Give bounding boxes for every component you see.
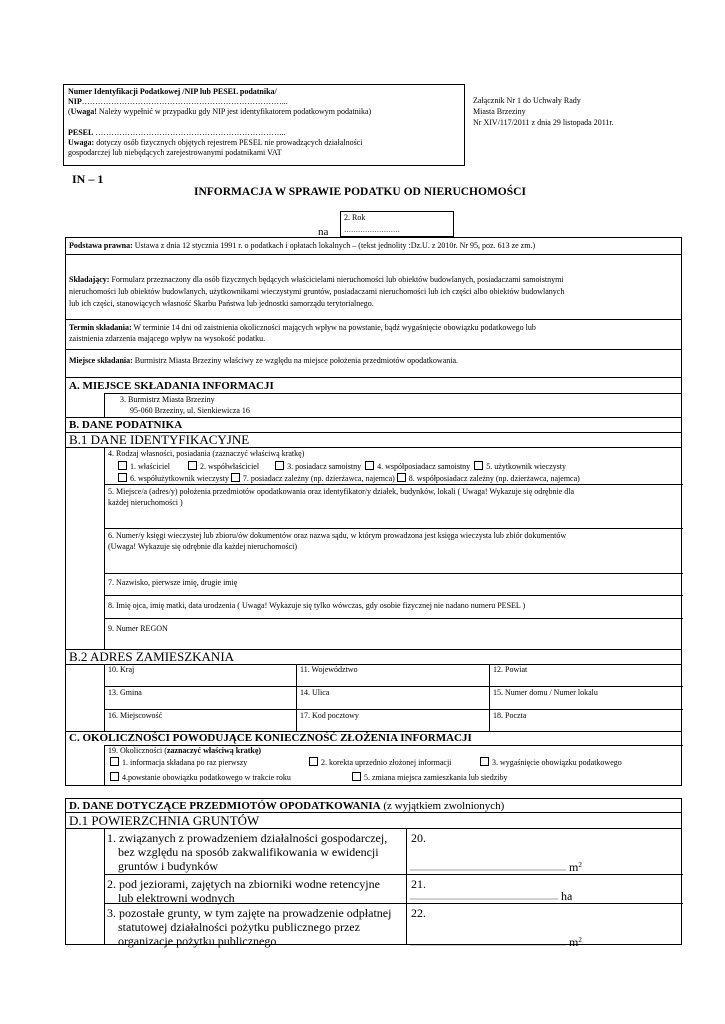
section-b2 — [65, 649, 682, 665]
land-area-input[interactable] — [410, 934, 582, 950]
option-owner[interactable]: 1. właściciel — [118, 462, 170, 471]
locality-field[interactable]: 16. Miejscowość — [108, 711, 163, 720]
pesel-note-2: gospodarczej lub niebędących zarejestrowanymi podatnikami VAT — [68, 148, 282, 157]
field-4-label: 4. Rodzaj własności, posiadania (zaznaczyć właściwą kratkę) — [108, 449, 305, 458]
checkbox[interactable] — [231, 473, 240, 482]
voivodeship-field[interactable]: 11. Województwo — [300, 665, 358, 674]
section-a — [65, 378, 682, 418]
house-number-field[interactable]: 15. Numer domu / Numer lokalu — [493, 688, 598, 697]
checkbox[interactable] — [275, 461, 284, 470]
address-grid — [65, 664, 682, 732]
commune-field[interactable]: 13. Gmina — [108, 688, 142, 697]
option-co-possessor[interactable]: 4. współposiadacz samoistny — [365, 462, 470, 471]
land-row-line-3: organizacje pożytku publicznego — [118, 934, 277, 948]
land-row-number: 22. — [411, 906, 426, 920]
area-dots[interactable]: .............................................................................. — [410, 938, 566, 948]
nip-note: (Uwaga! Należy wypełnić w przypadku gdy NIP jest identyfikatorem podatkowym podatnika) — [68, 107, 372, 116]
annex-line-2: Miasta Brzeziny — [473, 107, 526, 116]
section-c-title: C. OKOLICZNOŚCI POWODUJĄCE KONIECZNOŚĆ ZŁOŻENIA INFORMACJI — [69, 732, 472, 744]
county-field[interactable]: 12. Powiat — [493, 665, 528, 674]
street-field[interactable]: 14. Ulica — [300, 688, 330, 697]
option-perpetual-user[interactable]: 5. użytkownik wieczysty — [474, 462, 566, 471]
land-area-input[interactable] — [410, 859, 582, 875]
land-area-input[interactable] — [410, 888, 572, 904]
field-6-label: 6. Numer/y księgi wieczystej lub zbioru/ów dokumentów oraz nazwa sądu, w którym prowadzona jest księga wieczysta lub zbiór dokumentów — [108, 531, 567, 540]
taxpayer-id-box — [63, 84, 465, 166]
field-5-label-2[interactable]: każdej nieruchomości ) — [108, 498, 183, 507]
year-box[interactable] — [340, 211, 454, 237]
area-unit: m — [569, 859, 579, 874]
postal-code-field[interactable]: 17. Kod pocztowy — [300, 711, 359, 720]
option-co-perpetual-user[interactable]: 6. współużytkownik wieczysty — [118, 474, 229, 483]
checkbox[interactable] — [118, 473, 127, 482]
option-dependent-co-possessor[interactable]: 8. współposiadacz zależny (np. dzierżawca, najemca) — [397, 474, 580, 483]
field-5-label: 5. Miejsce/a (adres/y) położenia przedmiotów opodatkowania oraz identyfikator/y działek, budynków, lokali ( Uwaga! Wykazuje się odrębnie dla — [108, 487, 575, 496]
section-b1-title: B.1 DANE IDENTYFIKACYJNE — [69, 432, 250, 447]
page-title: INFORMACJA W SPRAWIE PODATKU OD NIERUCHOMOŚCI — [194, 186, 526, 198]
authority-name: 3. Burmistrz Miasta Brzeziny — [120, 395, 215, 404]
area-unit-exponent: 2 — [578, 861, 582, 869]
land-row-number: 20. — [411, 831, 426, 845]
area-unit: m — [569, 934, 579, 949]
annex-line-3: Nr XIV/117/2011 z dnia 29 listopada 2011r. — [473, 118, 614, 127]
checkbox[interactable] — [110, 757, 119, 766]
field-6-label-2[interactable]: (Uwaga! Wykazuje się odrębnie dla każdej nieruchomości) — [108, 542, 298, 551]
checkbox[interactable] — [309, 757, 318, 766]
section-c — [65, 731, 682, 786]
checkbox[interactable] — [365, 461, 374, 470]
land-row-line-3: gruntów i budynków — [118, 859, 218, 873]
checkbox[interactable] — [118, 461, 127, 470]
section-d-title: D. DANE DOTYCZĄCE PRZEDMIOTÓW OPODATKOWANIA (z wyjątkiem zwolnionych) — [69, 800, 505, 812]
section-b1 — [65, 432, 682, 448]
section-a-title: A. MIEJSCE SKŁADANIA INFORMACJI — [69, 380, 274, 392]
land-row-line-1: 2. pod jeziorami, zajętych na zbiorniki wodne retencyjne — [107, 877, 380, 891]
field-8-parents-birth[interactable]: 8. Imię ojca, imię matki, data urodzenia ( Uwaga! Wykazuje się tylko wówczas, gdy osobie fizycznej nie nadano numeru PESEL ) — [108, 601, 526, 610]
land-row-line-1: 3. pozostałe grunty, w tym zajęte na prowadzenie odpłatnej — [107, 906, 392, 920]
id-heading: Numer Identyfikacji Podatkowej /NIP lub PESEL podatnika/ — [68, 87, 277, 96]
section-b-title: B. DANE PODATNIKA — [69, 419, 183, 431]
checkbox[interactable] — [474, 461, 483, 470]
option-dependent-possessor[interactable]: 7. posiadacz zależny (np. dzierżawca, najemca) — [231, 474, 395, 483]
field-9-regon[interactable]: 9. Numer REGON — [108, 624, 168, 633]
b1-fields — [65, 447, 682, 650]
area-dots[interactable]: .............................................................................. — [410, 863, 566, 873]
place-info: Miejsce składania: Burmistrz Miasta Brzeziny właściwy ze względu na miejsce położenia przedmiotów opodatkowania. — [65, 350, 682, 378]
field-19-label: 19. Okoliczności (zaznaczyć właściwą kratkę) — [108, 746, 262, 755]
checkbox[interactable] — [188, 461, 197, 470]
legal-basis: Podstawa prawna: Ustawa z dnia 12 stycznia 1991 r. o podatkach i opłatach lokalnych – (tekst jednolity :Dz.U. z 2010r. Nr 95, poz. 613 ze zm.) — [65, 237, 682, 255]
checkbox[interactable] — [397, 473, 406, 482]
area-unit: ha — [561, 888, 573, 903]
circumstance-expiry[interactable]: 3. wygaśnięcie obowiązku podatkowego — [480, 757, 622, 768]
section-d1 — [65, 812, 682, 829]
area-unit-exponent: 2 — [578, 936, 582, 944]
pesel-note: Uwaga: dotyczy osób fizycznych objętych rejestrem PESEL nie prowadzących działalności — [68, 138, 363, 147]
ownership-options-row1 — [118, 461, 566, 472]
post-office-field[interactable]: 18. Poczta — [493, 711, 527, 720]
area-dots[interactable]: .......................................................................... — [410, 892, 558, 902]
checkbox[interactable] — [110, 772, 119, 781]
circumstance-arising[interactable]: 4.powstanie obowiązku podatkowego w trakcie roku — [110, 772, 291, 783]
option-co-owner[interactable]: 2. współwłaściciel — [188, 462, 259, 471]
ownership-options-row2 — [118, 473, 580, 484]
pesel-field[interactable]: PESEL ……………………………………………………………... — [68, 128, 286, 137]
section-d1-title: D.1 POWIERZCHNIA GRUNTÓW — [69, 813, 260, 828]
field-7-name[interactable]: 7. Nazwisko, pierwsze imię, drugie imię — [108, 578, 238, 587]
annex-line-1: Załącznik Nr 1 do Uchwały Rady — [473, 96, 581, 105]
land-row-line-2: statutowej działalności pożytku publicznego przez — [118, 920, 360, 934]
section-b — [65, 418, 682, 433]
submitter-info: Składający: Formularz przeznaczony dla osób fizycznych będących właścicielami nieruchomości lub obiektów budowlanych, posiadaczami samoistnymi nieruchomości lub obiektów budowlanych, użytkownikami wieczystymi gruntów, posiadaczami nieruchomości lub ich części albo obiektów budowlanych lub ich części, stanowiących własność Skarbu Państwa lub jednostki samorządu terytorialnego. — [65, 254, 682, 320]
na-label: na — [318, 226, 329, 238]
year-input[interactable]: …………………… — [344, 226, 400, 234]
circumstance-correction[interactable]: 2. korekta uprzednio złożonej informacji — [309, 757, 451, 768]
section-b2-title: B.2 ADRES ZAMIESZKANIA — [69, 649, 235, 664]
form-code: IN – 1 — [72, 172, 104, 186]
country-field[interactable]: 10. Kraj — [108, 665, 135, 674]
nip-field[interactable]: NIP…………………………………………………………………... — [68, 97, 288, 106]
option-possessor[interactable]: 3. posiadacz samoistny — [275, 462, 361, 471]
deadline-info: Termin składania: W terminie 14 dni od zaistnienia okoliczności mających wpływ na powstanie, bądź wygaśnięcie obowiązku podatkowego lub zaistnienia zdarzenia mającego wpływ na wysokość podatku. — [65, 320, 682, 350]
checkbox[interactable] — [480, 757, 489, 766]
section-d — [65, 798, 682, 813]
land-row-line-2: lub elektrowni wodnych — [118, 891, 235, 905]
land-row-line-1: 1. związanych z prowadzeniem działalności gospodarczej, — [107, 831, 388, 845]
circumstance-first-filing[interactable]: 1. informacja składana po raz pierwszy — [110, 757, 247, 768]
circumstance-address-change[interactable]: 5. zmiana miejsca zamieszkania lub siedziby — [352, 772, 508, 783]
authority-address: 95-060 Brzeziny, ul. Sienkiewicza 16 — [130, 406, 250, 415]
checkbox[interactable] — [352, 772, 361, 781]
year-label: 2. Rok — [344, 213, 366, 222]
land-row-number: 21. — [411, 877, 426, 891]
land-row-line-2: bez względu na sposób zakwalifikowania w ewidencji — [118, 845, 379, 859]
